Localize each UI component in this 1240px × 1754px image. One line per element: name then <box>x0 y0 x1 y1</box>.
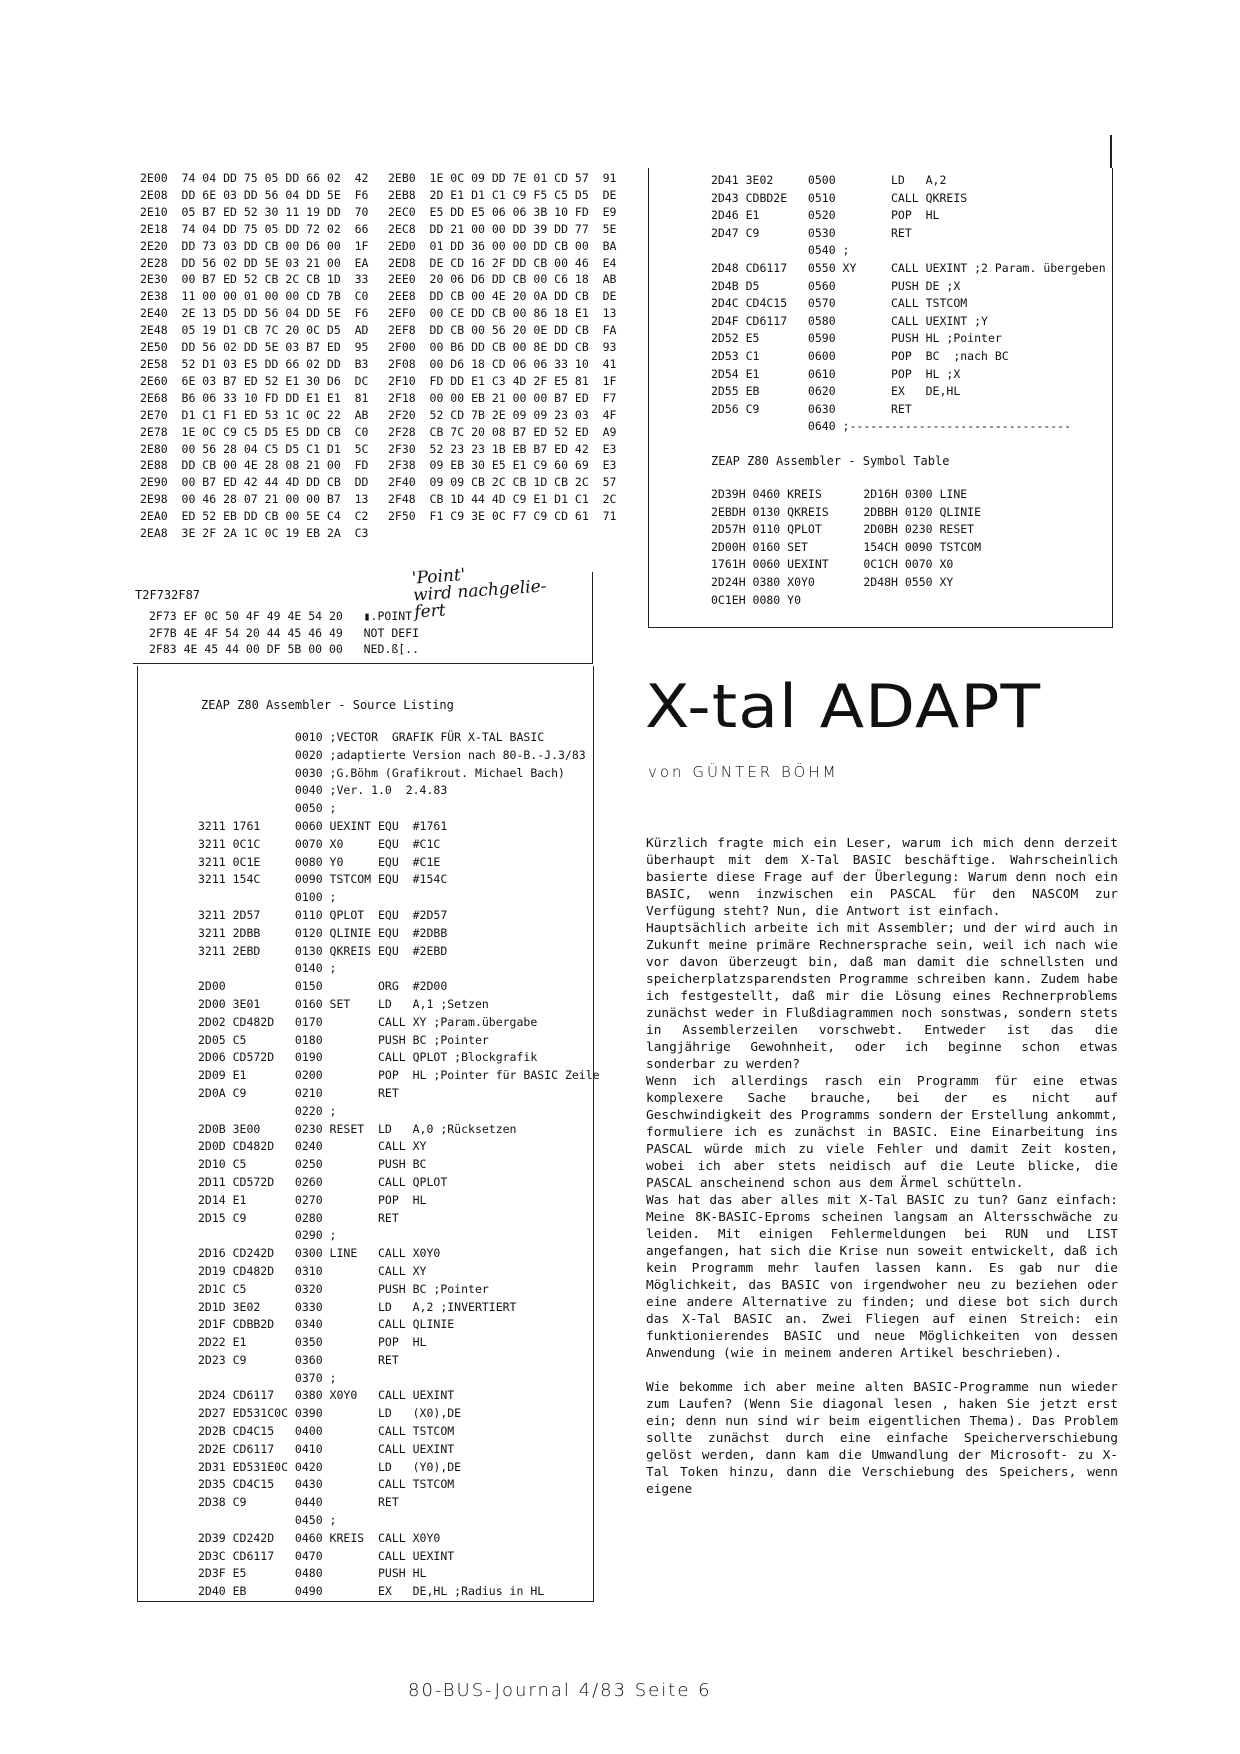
symbol-line: 2EBDH 0130 QKREIS 2DBBH 0120 QLINIE <box>711 504 982 519</box>
source-line: 2D31 ED531E0C 0420 LD (Y0),DE <box>198 1459 462 1474</box>
source-line: 2D39 CD242D 0460 KREIS CALL X0Y0 <box>198 1530 441 1545</box>
source-line: 2D4C CD4C15 0570 CALL TSTCOM <box>711 296 968 311</box>
article-body <box>646 835 1118 1498</box>
source-line: 0050 ; <box>198 801 337 816</box>
source-line: 2D55 EB 0620 EX DE,HL <box>711 384 961 399</box>
article-title: X-tal ADAPT <box>645 672 1042 742</box>
source-line: 2D14 E1 0270 POP HL <box>198 1192 427 1207</box>
hex-line: 2F18 00 00 EB 21 00 00 B7 ED F7 <box>388 390 617 405</box>
source-line: 2D15 C9 0280 RET <box>198 1210 399 1225</box>
hex-line: 2F28 CB 7C 20 08 B7 ED 52 ED A9 <box>388 424 617 439</box>
hex-line: 2F10 FD DD E1 C3 4D 2F E5 81 1F <box>388 373 617 388</box>
hex-line: 2E68 B6 06 33 10 FD DD E1 E1 81 <box>140 390 369 405</box>
symbol-line: 2D39H 0460 KREIS 2D16H 0300 LINE <box>711 487 968 501</box>
source-line: 3211 2DBB 0120 QLINIE EQU #2DBB <box>198 925 448 940</box>
source-line: 2D52 E5 0590 PUSH HL ;Pointer <box>711 331 1002 346</box>
source-line: 0370 ; <box>198 1370 337 1385</box>
paragraph: Wie bekomme ich aber meine alten BASIC-Programme nun wieder zum Laufen? (Wenn Sie diagonal lesen , haken Sie jetzt erst ein; denn nun sind wir beim eigentlichen Thema). Das Problem sollte zunächst durch eine einfache Speicherverschiebung gelöst werden, dann kam die Umwandlung der Microsoft- zu X-Tal Token hinzu, dann die Verschiebung des Speichers, wenn eigene <box>646 1380 1118 1497</box>
hex-line: 2EF0 00 CE DD CB 00 86 18 E1 13 <box>388 306 617 321</box>
symbol-line: 0C1EH 0080 Y0 <box>711 592 802 607</box>
hex-line: 2F20 52 CD 7B 2E 09 09 23 03 4F <box>388 407 617 422</box>
source-line: 2D27 ED531C0C 0390 LD (X0),DE <box>198 1406 462 1421</box>
hex-line: 2E80 00 56 28 04 C5 D5 C1 D1 5C <box>140 441 369 456</box>
hex-line: 2E00 74 04 DD 75 05 DD 66 02 42 <box>140 171 369 185</box>
source-line: 2D56 C9 0630 RET <box>711 401 912 416</box>
hex-line: 2E18 74 04 DD 75 05 DD 72 02 66 <box>140 221 369 236</box>
source-line: 2D41 3E02 0500 LD A,2 <box>711 173 947 187</box>
hex-line: 2E28 DD 56 02 DD 5E 03 21 00 EA <box>140 255 369 270</box>
hex-line: 2EC8 DD 21 00 00 DD 39 DD 77 5E <box>388 221 617 236</box>
t2f-lines <box>149 608 419 658</box>
hex-line: 2F30 52 23 23 1B EB B7 ED 42 E3 <box>388 441 617 456</box>
source-line: 2D09 E1 0200 POP HL ;Pointer für BASIC Zeile <box>198 1068 600 1083</box>
paragraph: Kürzlich fragte mich ein Leser, warum ich mich denn derzeit überhaupt mit dem X-Tal BASIC beschäftige. Wahrscheinlich basierte diese Frage auf der Überlegung: Warum denn noch ein BASIC, wenn inzwischen ein PASCAL für den NASCOM zur Verfügung steht? Nun, die Antwort ist einfach. <box>646 836 1118 919</box>
hex-line: 2EE0 20 06 D6 DD CB 00 C6 18 AB <box>388 272 617 287</box>
source-line: 2D4F CD6117 0580 CALL UEXINT ;Y <box>711 313 988 328</box>
source-line: 0020 ;adaptierte Version nach 80-B.-J.3/83 <box>198 747 586 762</box>
hex-line: 2F40 09 09 CB 2C CB 1D CB 2C 57 <box>388 475 617 490</box>
symbol-line: 2D00H 0160 SET 154CH 0090 TSTCOM <box>711 539 982 554</box>
source-line: 2D05 C5 0180 PUSH BC ;Pointer <box>198 1032 489 1047</box>
symbol-line: 1761H 0060 UEXINT 0C1CH 0070 X0 <box>711 557 954 572</box>
hex-line: 2E70 D1 C1 F1 ED 53 1C 0C 22 AB <box>140 407 369 422</box>
hex-line: 2E58 52 D1 03 E5 DD 66 02 DD B3 <box>140 356 369 371</box>
hex-line: 2E60 6E 03 B7 ED 52 E1 30 D6 DC <box>140 373 369 388</box>
source-line: 0450 ; <box>198 1513 337 1528</box>
hex-line: 2E78 1E 0C C9 C5 D5 E5 DD CB C0 <box>140 424 369 439</box>
t2f-header: T2F732F87 <box>135 588 201 602</box>
source-line: 0030 ;G.Böhm (Grafikrout. Michael Bach) <box>198 765 565 780</box>
hex-line: 2E90 00 B7 ED 42 44 4D DD CB DD <box>140 475 369 490</box>
article-author: von GÜNTER BÖHM <box>648 763 839 781</box>
source-listing-title: ZEAP Z80 Assembler - Source Listing <box>201 698 454 712</box>
source-line: 2D1C C5 0320 PUSH BC ;Pointer <box>198 1281 489 1296</box>
hex-line: 2E38 11 00 00 01 00 00 CD 7B C0 <box>140 289 369 304</box>
hex-line: 2F08 00 D6 18 CD 06 06 33 10 41 <box>388 356 617 371</box>
hex-line: 2EA8 3E 2F 2A 1C 0C 19 EB 2A C3 <box>140 526 369 541</box>
source-line: 2D16 CD242D 0300 LINE CALL X0Y0 <box>198 1246 441 1261</box>
symbol-line: 2D57H 0110 QPLOT 2D0BH 0230 RESET <box>711 522 975 537</box>
hex-line: 2F38 09 EB 30 E5 E1 C9 60 69 E3 <box>388 458 617 473</box>
source-line: 0100 ; <box>198 890 337 905</box>
hex-line: 2E50 DD 56 02 DD 5E 03 B7 ED 95 <box>140 340 369 355</box>
hex-line: 2EF8 DD CB 00 56 20 0E DD CB FA <box>388 323 617 338</box>
source-line: 2D48 CD6117 0550 XY CALL UEXINT ;2 Param. übergeben <box>711 260 1106 275</box>
hex-line: 2F00 00 B6 DD CB 00 8E DD CB 93 <box>388 340 617 355</box>
source-line: 0540 ; <box>711 243 850 258</box>
source-line: 3211 1761 0060 UEXINT EQU #1761 <box>198 818 448 833</box>
hex-dump-right <box>388 170 616 525</box>
hex-line: 2E20 DD 73 03 DD CB 00 D6 00 1F <box>140 238 369 253</box>
source-line: 2D1F CDBB2D 0340 CALL QLINIE <box>198 1317 455 1332</box>
source-line: 2D00 0150 ORG #2D00 <box>198 979 448 994</box>
t2f-line: 2F7B 4E 4F 54 20 44 45 46 49 NOT DEFI <box>149 625 420 640</box>
source-line: 2D4B D5 0560 PUSH DE ;X <box>711 278 961 293</box>
page-footer: 80-BUS-Journal 4/83 Seite 6 <box>408 1680 712 1701</box>
hex-line: 2E98 00 46 28 07 21 00 00 B7 13 <box>140 492 369 507</box>
hex-line: 2F48 CB 1D 44 4D C9 E1 D1 C1 2C <box>388 492 617 507</box>
t2f-line: 2F73 EF 0C 50 4F 49 4E 54 20 ▮.POINT <box>149 609 413 623</box>
symbol-table <box>711 486 981 609</box>
source-line: 0140 ; <box>198 961 337 976</box>
symbol-line: 2D24H 0380 X0Y0 2D48H 0550 XY <box>711 574 954 589</box>
source-line: 2D23 C9 0360 RET <box>198 1352 399 1367</box>
right-listing-lines <box>711 172 1106 436</box>
source-line: 2D0A C9 0210 RET <box>198 1085 399 1100</box>
hex-line: 2E88 DD CB 00 4E 28 08 21 00 FD <box>140 458 369 473</box>
hex-line: 2EE8 DD CB 00 4E 20 0A DD CB DE <box>388 289 617 304</box>
paragraph: Was hat das aber alles mit X-Tal BASIC zu tun? Ganz einfach: Meine 8K-BASIC-Eproms scheinen langsam an Altersschwäche zu leiden. Mit einigen Fehlermeldungen bei RUN und LIST angefangen, hat sich die Krise nun soweit entwickelt, daß ich kein Programm mehr laufen lassen kann. Es gab nur die Möglichkeit, das BASIC von irgendwoher neu zu beziehen oder eine andere Alternative zu finden; und diese bot sich durch das X-Tal BASIC an. Zwei Fliegen auf einen Streich: ein funktionierendes BASIC und neue Möglichkeiten von dessen Anwendung (wie in meinem anderen Artikel beschrieben). <box>646 1193 1118 1361</box>
symbol-table-title: ZEAP Z80 Assembler - Symbol Table <box>711 454 950 468</box>
t2f-line: 2F83 4E 45 44 00 DF 5B 00 00 NED.ß[.. <box>149 642 420 656</box>
source-line: 2D02 CD482D 0170 CALL XY ;Param.übergabe <box>198 1014 538 1029</box>
source-line: 3211 154C 0090 TSTCOM EQU #154C <box>198 872 448 887</box>
source-line: 2D00 3E01 0160 SET LD A,1 ;Setzen <box>198 996 489 1011</box>
t2f-box <box>133 564 593 664</box>
source-line: 0290 ; <box>198 1228 337 1243</box>
hex-line: 2E08 DD 6E 03 DD 56 04 DD 5E F6 <box>140 187 369 202</box>
source-line: 2D40 EB 0490 EX DE,HL ;Radius in HL <box>198 1584 545 1599</box>
source-line: 2D35 CD4C15 0430 CALL TSTCOM <box>198 1477 455 1492</box>
hex-line: 2EB0 1E 0C 09 DD 7E 01 CD 57 91 <box>388 171 617 185</box>
source-line: 0040 ;Ver. 1.0 2.4.83 <box>198 783 448 798</box>
paragraph: Wenn ich allerdings rasch ein Programm für eine etwas komplexere Sache brauche, bei der es nicht auf Geschwindigkeit des Programms sondern der Erstellung ankommt, formuliere ich es zunächst in BASIC. Eine Einarbeitung ins PASCAL würde mich zu viele Fehler und damit Zeit kosten, wobei ich aber stets neidisch auf die Leute blicke, die PASCAL anscheinend schon aus dem Ärmel schütteln. <box>646 1074 1118 1191</box>
right-listing-box <box>648 168 1113 628</box>
hex-line: 2F50 F1 C9 3E 0C F7 C9 CD 61 71 <box>388 509 617 524</box>
source-line: 2D2E CD6117 0410 CALL UEXINT <box>198 1441 455 1456</box>
hex-line: 2EB8 2D E1 D1 C1 C9 F5 C5 D5 DE <box>388 187 617 202</box>
source-line: 2D19 CD482D 0310 CALL XY <box>198 1263 427 1278</box>
source-line: 2D22 E1 0350 POP HL <box>198 1335 427 1350</box>
source-line: 0010 ;VECTOR GRAFIK FÜR X-TAL BASIC <box>198 730 545 744</box>
source-line: 2D47 C9 0530 RET <box>711 225 912 240</box>
source-line: 0220 ; <box>198 1103 337 1118</box>
source-line: 3211 2D57 0110 QPLOT EQU #2D57 <box>198 907 448 922</box>
hex-dump-left <box>140 170 368 542</box>
hex-line: 2ED0 01 DD 36 00 00 DD CB 00 BA <box>388 238 617 253</box>
hex-line: 2E40 2E 13 D5 DD 56 04 DD 5E F6 <box>140 306 369 321</box>
source-line: 2D24 CD6117 0380 X0Y0 CALL UEXINT <box>198 1388 455 1403</box>
source-listing-lines <box>198 729 600 1601</box>
box-edge <box>1110 135 1112 168</box>
paragraph: Hauptsächlich arbeite ich mit Assembler; und der wird auch in Zukunft meine primäre Rechnersprache sein, weil ich nach wie vor davon überzeugt bin, daß man damit die schnellsten und speicherplatzsparendsten Programme schreiben kann. Zudem habe ich festgestellt, daß mir die Lösung eines Rechnerproblems zunächst weder in Flußdiagrammen noch sonstwas, sondern stets in Assemblerzeilen vorschwebt. Entweder ist das die langjährige Gewohnheit, oder ich beginne schon etwas sonderbar zu werden? <box>646 921 1118 1072</box>
source-line: 2D11 CD572D 0260 CALL QPLOT <box>198 1174 448 1189</box>
hex-line: 2ED8 DE CD 16 2F DD CB 00 46 E4 <box>388 255 617 270</box>
source-line: 2D06 CD572D 0190 CALL QPLOT ;Blockgrafik <box>198 1050 538 1065</box>
source-line: 2D1D 3E02 0330 LD A,2 ;INVERTIERT <box>198 1299 517 1314</box>
source-line: 0640 ;-------------------------------- <box>711 419 1072 434</box>
source-line: 2D3F E5 0480 PUSH HL <box>198 1566 427 1581</box>
source-line: 2D38 C9 0440 RET <box>198 1495 399 1510</box>
source-line: 2D43 CDBD2E 0510 CALL QKREIS <box>711 190 968 205</box>
source-line: 2D10 C5 0250 PUSH BC <box>198 1157 427 1172</box>
source-listing-box <box>137 666 600 1602</box>
source-line: 3211 0C1E 0080 Y0 EQU #C1E <box>198 854 441 869</box>
hex-line: 2E48 05 19 D1 CB 7C 20 0C D5 AD <box>140 323 369 338</box>
source-line: 2D0B 3E00 0230 RESET LD A,0 ;Rücksetzen <box>198 1121 517 1136</box>
hex-line: 2EA0 ED 52 EB DD CB 00 5E C4 C2 <box>140 509 369 524</box>
source-line: 2D0D CD482D 0240 CALL XY <box>198 1139 427 1154</box>
hex-line: 2EC0 E5 DD E5 06 06 3B 10 FD E9 <box>388 204 617 219</box>
handwritten-note: 'Point' wird nachgelie- fert <box>411 564 548 623</box>
source-line: 2D53 C1 0600 POP BC ;nach BC <box>711 348 1009 363</box>
source-line: 2D54 E1 0610 POP HL ;X <box>711 366 961 381</box>
source-line: 2D46 E1 0520 POP HL <box>711 208 940 223</box>
source-line: 2D3C CD6117 0470 CALL UEXINT <box>198 1548 455 1563</box>
hex-line: 2E10 05 B7 ED 52 30 11 19 DD 70 <box>140 204 369 219</box>
hex-line: 2E30 00 B7 ED 52 CB 2C CB 1D 33 <box>140 272 369 287</box>
source-line: 3211 0C1C 0070 X0 EQU #C1C <box>198 836 441 851</box>
source-line: 3211 2EBD 0130 QKREIS EQU #2EBD <box>198 943 448 958</box>
source-line: 2D2B CD4C15 0400 CALL TSTCOM <box>198 1424 455 1439</box>
